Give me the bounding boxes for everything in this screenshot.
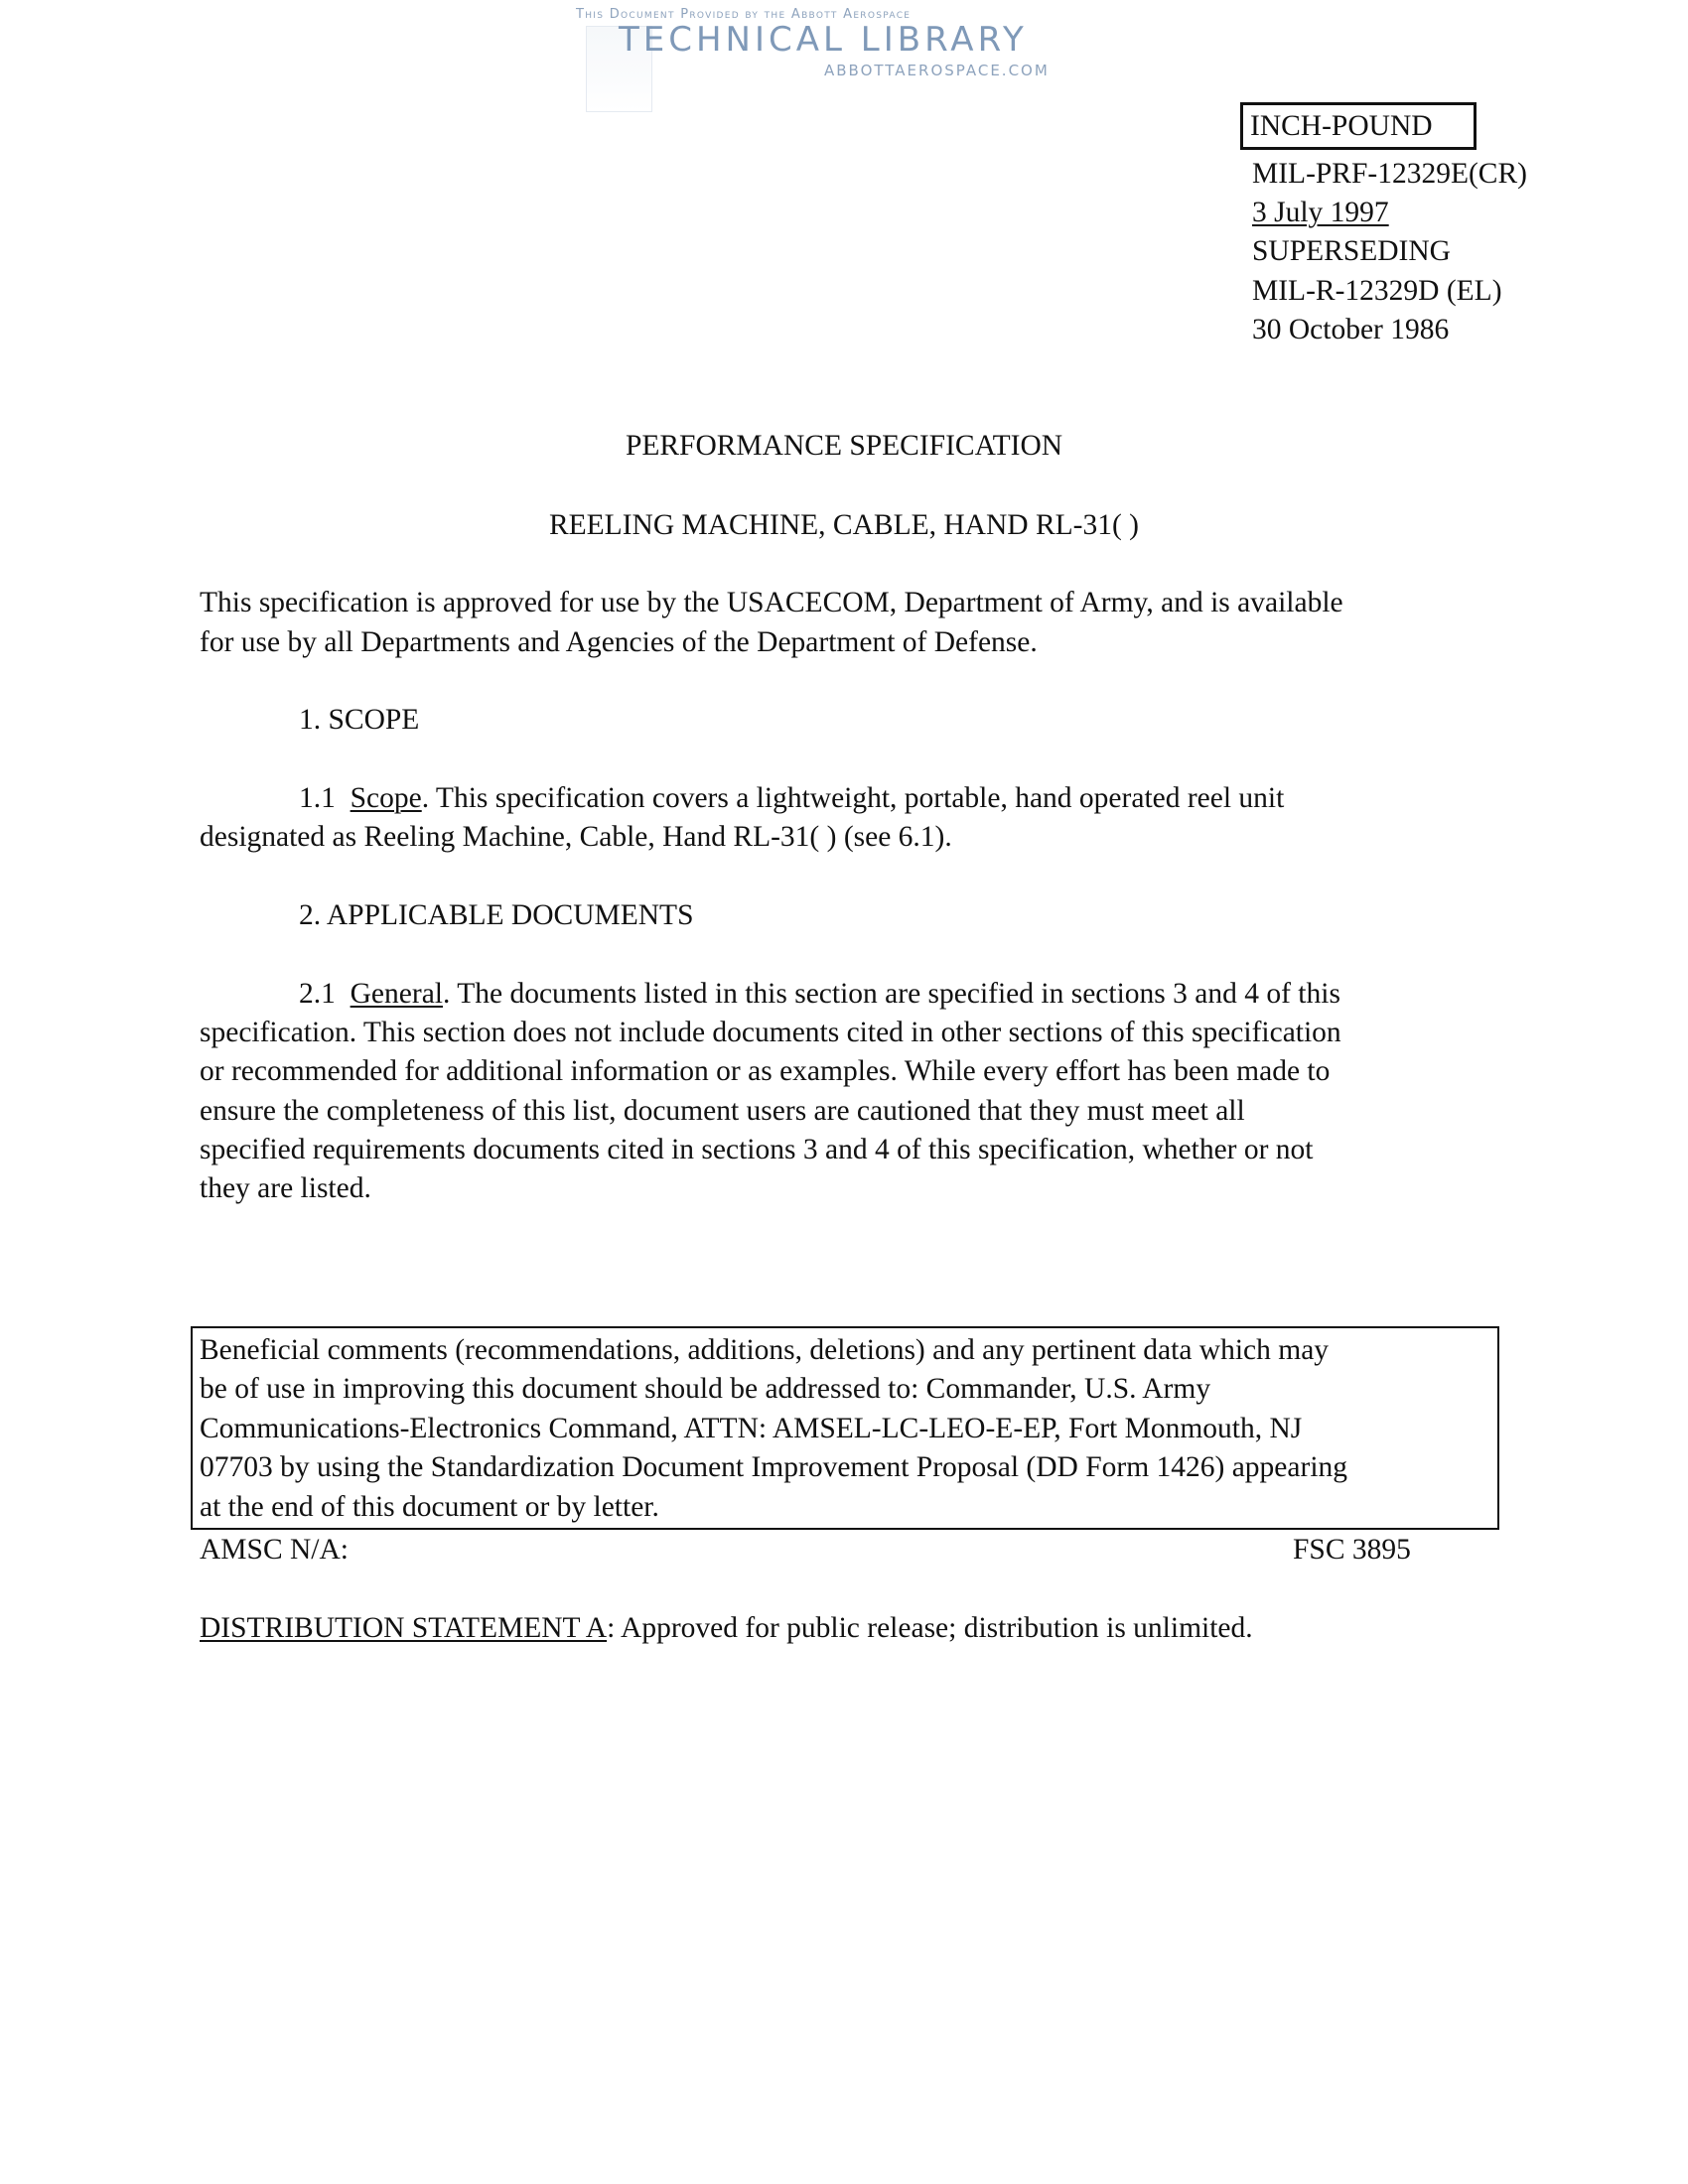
- comments-line: 07703 by using the Standardization Document Improvement Proposal (DD Form 1426) appearing: [200, 1451, 1348, 1483]
- watermark-line1: This Document Provided by the Abbott Aerospace: [576, 7, 912, 22]
- abbott-aerospace-watermark: [571, 4, 1087, 113]
- para-number: 1.1: [299, 782, 336, 814]
- section2-para-line: they are listed.: [200, 1172, 371, 1204]
- section2-heading: 2. APPLICABLE DOCUMENTS: [299, 899, 694, 931]
- spec-type-title: PERFORMANCE SPECIFICATION: [625, 430, 1063, 462]
- section2-para-line: specified requirements documents cited in sections 3 and 4 of this specification, whether or not: [200, 1134, 1314, 1165]
- para-text: . This specification covers a lightweight, portable, hand operated reel unit: [421, 782, 1285, 814]
- section1-para-line: [299, 779, 1284, 818]
- doc-date: 3 July 1997: [1252, 197, 1389, 228]
- superseding-label: SUPERSEDING: [1252, 235, 1451, 267]
- comments-line: Communications-Electronics Command, ATTN: AMSEL-LC-LEO-E-EP, Fort Monmouth, NJ: [200, 1413, 1303, 1444]
- section1-heading: 1. SCOPE: [299, 704, 420, 736]
- watermark-line3: ABBOTTAEROSPACE.COM: [824, 62, 1050, 79]
- spec-subject-title: REELING MACHINE, CABLE, HAND RL-31( ): [548, 509, 1140, 541]
- watermark-line2: TECHNICAL LIBRARY: [619, 20, 1028, 60]
- comments-line: be of use in improving this document should be addressed to: Commander, U.S. Army: [200, 1373, 1211, 1405]
- distribution-label: DISTRIBUTION STATEMENT A: [200, 1612, 608, 1644]
- section1-para-line: designated as Reeling Machine, Cable, Hand RL-31( ) (see 6.1).: [200, 821, 952, 853]
- units-label: INCH-POUND: [1250, 110, 1433, 142]
- section2-para-line: or recommended for additional information or as examples. While every effort has been made to: [200, 1055, 1331, 1087]
- amsc-label: AMSC N/A:: [200, 1534, 349, 1566]
- para-text: . The documents listed in this section are specified in sections 3 and 4 of this: [442, 978, 1340, 1010]
- superseded-doc: MIL-R-12329D (EL): [1252, 275, 1502, 307]
- distribution-statement: [200, 1609, 1253, 1648]
- doc-number: MIL-PRF-12329E(CR): [1252, 158, 1527, 190]
- fsc-code: FSC 3895: [1293, 1534, 1411, 1566]
- comments-line: at the end of this document or by letter.: [200, 1491, 659, 1523]
- section2-para-line: [299, 975, 1340, 1014]
- section2-para-line: specification. This section does not include documents cited in other sections of this specification: [200, 1017, 1341, 1048]
- para-number: 2.1: [299, 978, 336, 1010]
- para-title: General: [350, 978, 443, 1010]
- section2-para-line: ensure the completeness of this list, document users are cautioned that they must meet all: [200, 1095, 1245, 1127]
- comments-line: Beneficial comments (recommendations, additions, deletions) and any pertinent data which may: [200, 1334, 1330, 1366]
- distribution-text: : Approved for public release; distribution is unlimited.: [607, 1612, 1253, 1644]
- approval-line: for use by all Departments and Agencies of the Department of Defense.: [200, 626, 1038, 658]
- approval-line: This specification is approved for use by the USACECOM, Department of Army, and is available: [200, 587, 1343, 618]
- para-title: Scope: [350, 782, 422, 814]
- superseded-date: 30 October 1986: [1252, 314, 1450, 345]
